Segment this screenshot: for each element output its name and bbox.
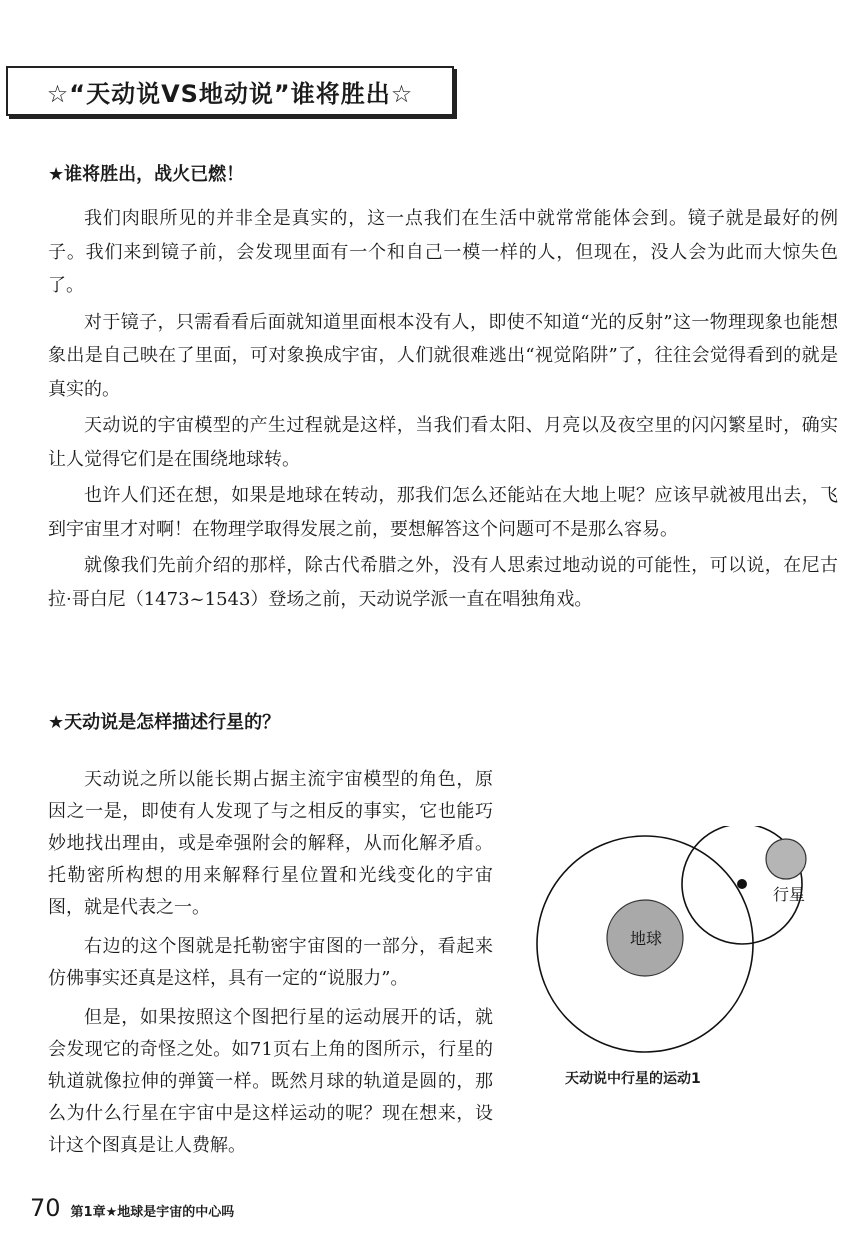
paragraph: 但是，如果按照这个图把行星的运动展开的话，就会发现它的奇怪之处。如71页右上角的图所示，行星的轨道就像拉伸的弹簧一样。既然月球的轨道是圆的，那么为什么行星在宇宙中是这样运动的呢？现在想来，设计这个图真是让人费解。 (48, 1007, 493, 1156)
epicycle-center-dot (737, 879, 747, 889)
paragraph: 右边的这个图就是托勒密宇宙图的一部分，看起来仿佛事实还真是这样，具有一定的“说服力”。 (48, 936, 493, 989)
paragraph: 也许人们还在想，如果是地球在转动，那我们怎么还能站在大地上呢？应该早就被甩出去，飞到宇宙里才对啊！在物理学取得发展之前，要想解答这个问题可不是那么容易。 (48, 485, 838, 540)
section-1-body (48, 202, 838, 616)
paragraph: 天动说之所以能长期占据主流宇宙模型的角色，原因之一是，即使有人发现了与之相反的事实，它也能巧妙地找出理由，或是牵强附会的解释，从而化解矛盾。托勒密所构想的用来解释行星位置和光线变化的宇宙图，就是代表之一。 (48, 769, 493, 918)
page-number: 70 (30, 1194, 61, 1222)
paragraph: 对于镜子，只需看看后面就知道里面根本没有人，即使不知道“光的反射”这一物理现象也能想象出是自己映在了里面，可对象换成宇宙，人们就很难逃出“视觉陷阱”了，往往会觉得看到的就是真实的。 (48, 311, 838, 400)
chapter-title: 第1章★地球是宇宙的中心吗 (70, 1205, 235, 1220)
page-title: ☆“天动说VS地动说”谁将胜出☆ (46, 79, 414, 108)
section-2-body (48, 764, 493, 1162)
planet-label: 行星 (773, 885, 806, 904)
paragraph: 天动说的宇宙模型的产生过程就是这样，当我们看太阳、月亮以及夜空里的闪闪繁星时，确实让人觉得它们是在围绕地球转。 (48, 415, 838, 470)
paragraph: 就像我们先前介绍的那样，除古代希腊之外，没有人思索过地动说的可能性，可以说，在尼古拉·哥白尼（1473~1543）登场之前，天动说学派一直在唱独角戏。 (48, 555, 838, 610)
figure-caption: 天动说中行星的运动1 (565, 1071, 701, 1087)
page-title-box (6, 66, 454, 116)
section-heading-2: ★天动说是怎样描述行星的？ (48, 712, 281, 733)
section-heading-1: ★谁将胜出，战火已燃！ (48, 164, 245, 185)
planet-circle (766, 839, 806, 879)
earth-label: 地球 (630, 929, 663, 948)
page-footer (30, 1194, 234, 1222)
paragraph: 我们肉眼所见的并非全是真实的，这一点我们在生活中就常常能体会到。镜子就是最好的例子。我们来到镜子前，会发现里面有一个和自己一模一样的人，但现在，没人会为此而大惊失色了。 (48, 208, 838, 296)
ptolemy-epicycle-diagram (530, 826, 830, 1056)
